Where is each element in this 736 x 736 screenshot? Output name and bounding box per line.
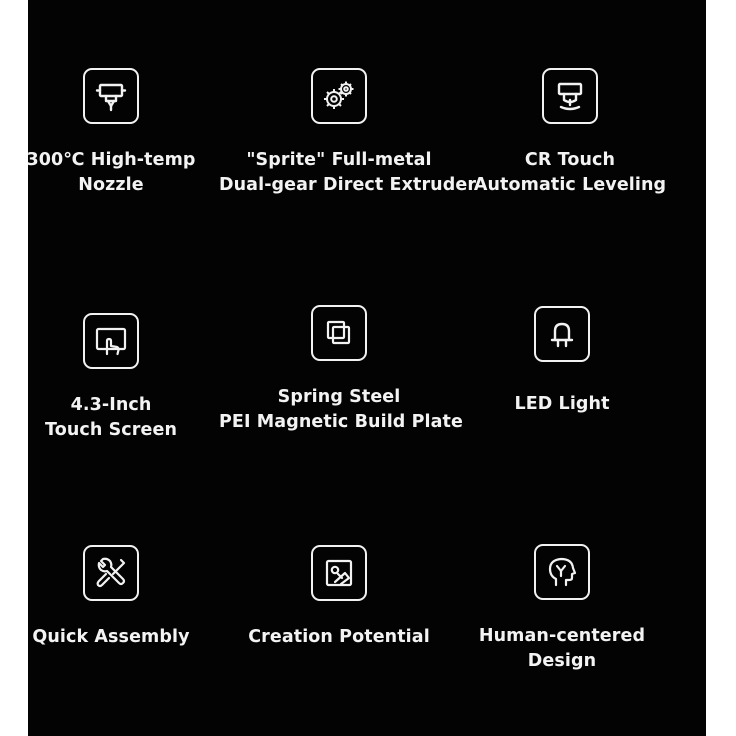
feature-label-line: Human-centered bbox=[478, 626, 646, 646]
feature-label bbox=[219, 148, 477, 198]
feature-label-line: Dual-gear Direct Extruder bbox=[219, 175, 477, 195]
nozzle-icon-frame bbox=[83, 68, 139, 124]
feature-label bbox=[442, 624, 682, 674]
tools-icon bbox=[91, 553, 131, 593]
feature-label-line: 300℃ High-temp bbox=[26, 150, 196, 170]
feature-label-line: Spring Steel bbox=[277, 387, 401, 407]
feature-label-line: PEI Magnetic Build Plate bbox=[219, 412, 463, 432]
touch-screen-icon bbox=[91, 321, 131, 361]
feature-label-line: Design bbox=[527, 651, 597, 671]
nozzle-icon bbox=[91, 76, 131, 116]
feature-label-line: Quick Assembly bbox=[32, 627, 190, 647]
creation-icon-frame bbox=[311, 545, 367, 601]
led-light-icon bbox=[542, 314, 582, 354]
feature-cr-touch bbox=[450, 68, 690, 198]
feature-human-centered-design bbox=[442, 544, 682, 674]
feature-label bbox=[0, 625, 231, 650]
feature-sprite-extruder bbox=[219, 68, 477, 198]
feature-label bbox=[0, 148, 231, 198]
cr-touch-icon bbox=[550, 76, 590, 116]
feature-label bbox=[450, 148, 690, 198]
feature-label bbox=[442, 392, 682, 417]
feature-creation-potential bbox=[219, 545, 459, 650]
build-plate-icon bbox=[319, 313, 359, 353]
feature-label-line: Touch Screen bbox=[44, 420, 178, 440]
feature-label-line: CR Touch bbox=[524, 150, 616, 170]
feature-label-line: Nozzle bbox=[78, 175, 144, 195]
gears-icon-frame bbox=[311, 68, 367, 124]
feature-pei-build-plate bbox=[219, 305, 463, 435]
cr-touch-icon-frame bbox=[542, 68, 598, 124]
tools-icon-frame bbox=[83, 545, 139, 601]
human-head-icon-frame bbox=[534, 544, 590, 600]
feature-high-temp-nozzle bbox=[0, 68, 231, 198]
feature-label bbox=[0, 393, 231, 443]
touch-screen-icon-frame bbox=[83, 313, 139, 369]
gears-icon bbox=[319, 76, 359, 116]
build-plate-icon-frame bbox=[311, 305, 367, 361]
feature-led-light bbox=[442, 306, 682, 417]
feature-touch-screen bbox=[0, 313, 231, 443]
feature-label bbox=[219, 385, 463, 435]
feature-label bbox=[219, 625, 459, 650]
feature-label-line: Creation Potential bbox=[248, 627, 430, 647]
led-light-icon-frame bbox=[534, 306, 590, 362]
feature-label-line: 4.3-Inch bbox=[70, 395, 152, 415]
human-head-icon bbox=[542, 552, 582, 592]
features-panel bbox=[28, 0, 706, 736]
creation-icon bbox=[319, 553, 359, 593]
feature-quick-assembly bbox=[0, 545, 231, 650]
feature-label-line: Automatic Leveling bbox=[473, 175, 667, 195]
feature-label-line: LED Light bbox=[514, 394, 610, 414]
feature-label-line: "Sprite" Full-metal bbox=[246, 150, 432, 170]
